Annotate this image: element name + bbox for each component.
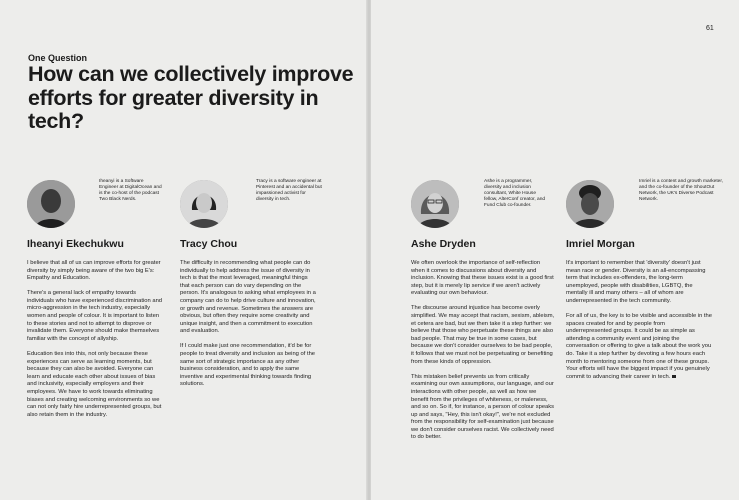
left-page xyxy=(0,0,367,500)
body-tracy xyxy=(180,260,318,397)
name-ashe: Ashe Dryden xyxy=(411,238,476,250)
paragraph: It's important to remember that 'diversity' doesn't just mean race or gender. Diversity is an all-encompassing term that includes ex-offenders, the long-term unemployed, people with disabilities, LGBTQ, the mentally ill and many others – all of whom are underrepresented in the tech community. xyxy=(566,260,706,304)
name-imriel: Imriel Morgan xyxy=(566,238,635,250)
avatar-iheanyi xyxy=(27,180,75,228)
headline: How can we collectively improve efforts for greater diversity in tech? xyxy=(28,62,354,133)
paragraph: This mistaken belief prevents us from critically examining our own assumptions, our language, and our interactions with other people, as well as how we benefit from the privileges of whiteness, or maleness, and so on. So if, for instance, a person of colour speaks up and says, "Hey, this isn't okay!", we're not excluded from the responsibility for self-examination just because we don't consider ourselves racist. We collectively need to do better. xyxy=(411,373,555,441)
paragraph-text: For all of us, the key is to be visible and accessible in the spaces created for and by people from underrepresented groups. It could be as simple as attending a community event and joining the conversation or offering to give a talk about the work you do. Take it a step further by devoting a few hours each month to mentoring someone from one of these groups. Your efforts will have the biggest impact if you genuinely commit to advancing their career in tech. xyxy=(566,313,712,380)
portrait-icon xyxy=(411,180,459,228)
end-of-article-mark xyxy=(672,375,676,379)
bio-ashe: Ashe is a programmer, diversity and inclusion consultant, White House fellow, AlterConf creator, and Fund Club co-founder. xyxy=(484,179,546,208)
avatar-tracy xyxy=(180,180,228,228)
page-number: 61 xyxy=(706,25,714,32)
right-page xyxy=(371,0,739,500)
paragraph: I believe that all of us can improve efforts for greater diversity by simply being aware of the two big E's: Empathy and Education. xyxy=(27,260,161,282)
name-tracy: Tracy Chou xyxy=(180,238,238,250)
paragraph: There's a general lack of empathy towards individuals who have experienced discrimination and micro-aggression in the tech industry, especially women and people of colour. It is important to listen to these stories and not to attempt to disprove or invalidate them. Everyone should make themselves familiar with the concept of allyship. xyxy=(27,290,163,342)
paragraph: The discourse around injustice has become overly simplified. We may accept that racism, sexism, ableism, et cetera are bad, but we then take it a step further: we believe that those who perpetuate these things are also bad people. That may be true in some cases, but because we don't consider ourselves to be bad people, it follows that we must not be perpetuating or benefiting from these kinds of oppression. xyxy=(411,305,555,365)
body-ashe xyxy=(411,260,555,450)
bio-imriel: Imriel is a content and growth marketer, and the co-founder of the ShoutOut Network, the UK's Diverse Podcast Network. xyxy=(639,179,723,202)
name-iheanyi: Iheanyi Ekechukwu xyxy=(27,238,124,250)
body-imriel xyxy=(566,260,712,389)
body-iheanyi xyxy=(27,260,163,427)
bio-tracy: Tracy is a software engineer at Pinterest and an accidental but impassioned activist for diversity in tech. xyxy=(256,179,322,202)
section-label: One Question xyxy=(28,53,88,63)
paragraph: The difficulty in recommending what people can do individually to help address the issue of diversity in tech is that the most leveraged, meaningful things that each person can do vary depending on the person. It's analogous to asking what employees in a company can do to help drive culture and innovation, or growth and revenue. Sometimes the answers are obvious, but often they require some creativity and unique insight, and then a commitment to execution and evaluation. xyxy=(180,260,316,335)
paragraph: If I could make just one recommendation, it'd be for people to treat diversity and inclusion as being of the same sort of strategic importance as any other business consideration, and to apply the same inventive and experimental thinking towards finding solutions. xyxy=(180,343,316,388)
paragraph: Education ties into this, not only because these experiences can serve as learning moments, but because they can also be avoided. Everyone can learn and educate each other about issues of bias and inclusivity, especially employers and their employees. We have to work towards eliminating biases and creating welcoming environments so we can not only fairly hire underrepresented groups, but also retain them in the industry. xyxy=(27,350,162,418)
paragraph xyxy=(566,313,712,381)
portrait-icon xyxy=(566,180,614,228)
portrait-icon xyxy=(180,180,228,228)
avatar-ashe xyxy=(411,180,459,228)
portrait-icon xyxy=(27,180,75,228)
bio-iheanyi: Iheanyi is a Software Engineer at DigitalOcean and is the co-host of the podcast Two Black Nerds. xyxy=(99,179,162,202)
avatar-imriel xyxy=(566,180,614,228)
paragraph: We often overlook the importance of self-reflection when it comes to discussions about diversity and inclusion. Knowing that these issues exist is a good first step, but it is merely lip service if we aren't actively evaluating our own behaviour. xyxy=(411,260,554,297)
